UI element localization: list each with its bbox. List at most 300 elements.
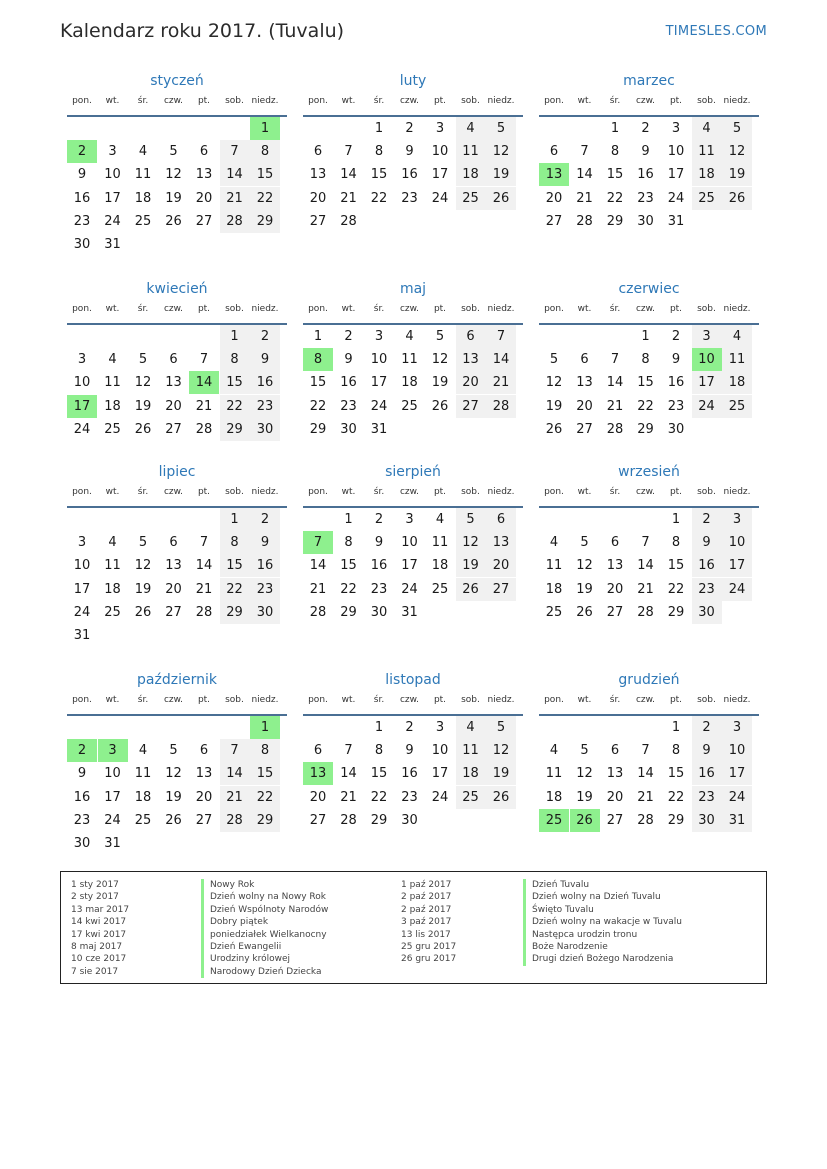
day-cell: 18 xyxy=(431,558,449,574)
day-cell: 15 xyxy=(226,375,243,391)
day-cell: 7 xyxy=(580,144,589,160)
day-cell: 26 xyxy=(134,604,152,620)
day-cell: 3 xyxy=(435,720,445,735)
weekday-label: niedz. xyxy=(251,695,279,705)
day-cell: 15 xyxy=(667,558,685,574)
day-cell: 11 xyxy=(104,558,121,574)
day-cell: 31 xyxy=(728,812,746,828)
day-cell: 17 xyxy=(728,766,746,782)
day-cell: 10 xyxy=(728,743,746,759)
day-cell: 8 xyxy=(260,144,270,160)
day-cell: 20 xyxy=(165,581,182,597)
day-cell: 5 xyxy=(496,720,506,735)
day-cell: 1 xyxy=(641,329,650,344)
day-cell: 25 xyxy=(104,421,121,437)
legend-holiday-name: poniedziałek Wielkanocny xyxy=(201,929,328,941)
legend-date: 26 gru 2017 xyxy=(401,954,457,965)
day-cell: 28 xyxy=(226,213,243,229)
day-cell: 21 xyxy=(195,581,213,597)
weekday-label: pon. xyxy=(544,96,564,106)
day-cell: 26 xyxy=(492,190,510,206)
weekday-label: pon. xyxy=(308,96,328,106)
day-cell: 21 xyxy=(226,789,243,805)
weekday-label: sob. xyxy=(697,304,716,314)
day-cell: 13 xyxy=(309,167,327,183)
day-cell: 12 xyxy=(492,144,510,160)
weekday-label: śr. xyxy=(137,96,149,106)
day-cell: 11 xyxy=(698,144,715,160)
day-cell: 23 xyxy=(698,581,715,597)
weekday-label: śr. xyxy=(137,695,149,705)
day-cell: 12 xyxy=(576,766,593,782)
day-cell: 2 xyxy=(260,512,270,527)
day-cell: 10 xyxy=(73,558,91,574)
day-cell: 9 xyxy=(77,766,87,782)
holiday-day: 13 xyxy=(539,163,569,186)
day-cell: 24 xyxy=(401,581,418,597)
day-cell: 21 xyxy=(576,190,593,206)
day-cell: 30 xyxy=(370,604,388,620)
day-cell: 18 xyxy=(401,375,418,391)
day-cell: 3 xyxy=(77,535,87,551)
weekday-label: czw. xyxy=(399,695,420,705)
day-cell: 4 xyxy=(549,535,559,551)
weekday-label: pon. xyxy=(308,304,328,314)
day-cell: 18 xyxy=(134,789,152,805)
legend-names-col-2 xyxy=(523,879,682,966)
day-cell: 12 xyxy=(134,375,152,391)
day-cell: 24 xyxy=(104,213,121,229)
day-cell: 18 xyxy=(698,167,715,183)
day-cell: 8 xyxy=(230,535,239,551)
day-cell: 24 xyxy=(431,789,449,805)
weekday-label: wt. xyxy=(577,487,592,497)
day-cell: 29 xyxy=(309,421,327,437)
day-cell: 19 xyxy=(462,558,479,574)
day-cell: 6 xyxy=(496,512,506,527)
day-cell: 27 xyxy=(462,398,479,414)
day-cell: 23 xyxy=(256,581,274,597)
weekday-label: śr. xyxy=(373,304,385,314)
day-cell: 22 xyxy=(370,789,388,805)
legend-date: 1 paź 2017 xyxy=(401,880,452,890)
day-cell: 22 xyxy=(370,190,388,206)
weekday-label: czw. xyxy=(635,487,656,497)
day-cell: 19 xyxy=(134,581,152,597)
legend-holiday-name: Dobry piątek xyxy=(201,916,328,928)
legend-holiday-name: Święto Tuvalu xyxy=(523,904,682,916)
day-cell: 1 xyxy=(374,121,384,136)
day-cell: 28 xyxy=(637,812,654,828)
day-cell: 28 xyxy=(340,812,357,828)
weekday-label: niedz. xyxy=(723,96,751,106)
weekday-label: pt. xyxy=(433,96,447,106)
day-cell: 16 xyxy=(370,558,388,574)
day-cell: 20 xyxy=(576,398,593,414)
day-cell: 30 xyxy=(256,604,274,620)
day-cell: 16 xyxy=(73,190,91,206)
day-cell: 13 xyxy=(195,766,213,782)
day-cell: 6 xyxy=(549,144,559,160)
day-cell: 11 xyxy=(462,743,479,759)
day-cell: 16 xyxy=(73,789,91,805)
day-cell: 6 xyxy=(466,329,475,344)
day-cell: 23 xyxy=(637,190,654,206)
day-cell: 31 xyxy=(401,604,418,620)
day-cell: 7 xyxy=(641,743,650,759)
day-cell: 5 xyxy=(138,535,148,551)
weekday-header xyxy=(67,96,287,110)
day-cell: 2 xyxy=(405,720,414,735)
day-cell: 28 xyxy=(637,604,654,620)
day-cell: 14 xyxy=(637,558,654,574)
weekday-header xyxy=(539,96,759,110)
weekday-header xyxy=(67,695,287,709)
weekday-header xyxy=(539,695,759,709)
brand-link[interactable]: TIMESLES.COM xyxy=(665,24,767,39)
weekday-label: pon. xyxy=(72,695,92,705)
day-cell: 10 xyxy=(431,743,449,759)
day-cell: 11 xyxy=(545,766,563,782)
day-cell: 14 xyxy=(606,375,624,391)
day-cell: 15 xyxy=(256,766,274,782)
day-cell: 7 xyxy=(496,329,506,344)
weekday-label: niedz. xyxy=(487,96,515,106)
day-cell: 27 xyxy=(309,213,327,229)
day-cell: 6 xyxy=(169,352,178,368)
month-name: kwiecień xyxy=(146,281,208,297)
day-cell: 3 xyxy=(702,329,711,344)
legend-date: 3 paź 2017 xyxy=(401,917,452,928)
day-cell: 20 xyxy=(195,190,213,206)
day-cell: 1 xyxy=(230,329,239,344)
day-cell: 12 xyxy=(165,167,182,183)
day-cell: 5 xyxy=(580,743,589,759)
day-cell: 8 xyxy=(344,535,353,551)
day-cell: 31 xyxy=(370,421,388,437)
day-cell: 18 xyxy=(462,167,479,183)
weekday-label: pon. xyxy=(308,487,328,497)
day-cell: 1 xyxy=(344,512,353,527)
day-cell: 19 xyxy=(165,789,182,805)
day-cell: 18 xyxy=(462,766,479,782)
weekday-label: sob. xyxy=(697,695,716,705)
day-cell: 24 xyxy=(370,398,388,414)
weekday-label: pon. xyxy=(308,695,328,705)
day-cell: 20 xyxy=(545,190,563,206)
day-cell: 11 xyxy=(134,766,152,782)
legend-date: 25 gru 2017 xyxy=(401,941,457,952)
day-cell: 7 xyxy=(344,743,353,759)
weekday-label: sob. xyxy=(225,487,244,497)
legend-holiday-name: Dzień Wspólnoty Narodów xyxy=(201,904,328,916)
weekday-label: sob. xyxy=(225,695,244,705)
day-cell: 17 xyxy=(104,789,121,805)
day-cell: 13 xyxy=(165,375,182,391)
day-cell: 19 xyxy=(134,398,152,414)
day-cell: 7 xyxy=(610,352,620,368)
day-cell: 28 xyxy=(606,421,624,437)
weekday-header xyxy=(303,695,523,709)
day-cell: 6 xyxy=(610,535,620,551)
day-cell: 13 xyxy=(606,558,624,574)
month-name: październik xyxy=(137,672,217,688)
day-cell: 25 xyxy=(728,398,746,414)
holiday-day: 17 xyxy=(67,395,97,418)
day-cell: 25 xyxy=(431,581,449,597)
day-cell: 5 xyxy=(138,352,148,368)
day-cell: 4 xyxy=(435,512,445,527)
legend-date: 13 lis 2017 xyxy=(401,929,451,940)
day-cell: 23 xyxy=(340,398,357,414)
day-cell: 12 xyxy=(576,558,593,574)
day-cell: 18 xyxy=(104,581,121,597)
day-cell: 9 xyxy=(405,144,414,160)
day-cell: 13 xyxy=(165,558,182,574)
legend-holiday-name: Narodowy Dzień Dziecka xyxy=(201,966,328,978)
weekday-label: czw. xyxy=(635,695,656,705)
day-cell: 8 xyxy=(671,743,681,759)
legend-date: 17 kwi 2017 xyxy=(71,929,127,940)
day-cell: 16 xyxy=(698,766,715,782)
day-cell: 19 xyxy=(431,375,449,391)
day-cell: 4 xyxy=(466,121,475,136)
day-cell: 24 xyxy=(728,789,746,805)
day-cell: 4 xyxy=(732,329,742,344)
day-cell: 19 xyxy=(576,789,593,805)
day-cell: 9 xyxy=(405,743,414,759)
day-cell: 14 xyxy=(637,766,654,782)
holiday-day: 25 xyxy=(539,809,569,832)
day-cell: 24 xyxy=(728,581,746,597)
weekday-label: pt. xyxy=(669,695,683,705)
weekday-label: pt. xyxy=(197,96,211,106)
day-cell: 14 xyxy=(226,766,243,782)
day-cell: 22 xyxy=(637,398,654,414)
day-cell: 24 xyxy=(104,812,121,828)
day-cell: 20 xyxy=(492,558,510,574)
day-cell: 15 xyxy=(606,167,624,183)
day-cell: 15 xyxy=(226,558,243,574)
holiday-day: 1 xyxy=(250,117,280,140)
weekday-label: niedz. xyxy=(723,304,751,314)
day-cell: 8 xyxy=(610,144,620,160)
day-cell: 29 xyxy=(226,604,243,620)
weekday-label: wt. xyxy=(577,96,592,106)
day-cell: 29 xyxy=(667,812,685,828)
weekday-label: sob. xyxy=(461,96,480,106)
legend-date: 7 sie 2017 xyxy=(71,966,119,977)
day-cell: 29 xyxy=(256,812,274,828)
day-cell: 14 xyxy=(576,167,593,183)
day-cell: 26 xyxy=(431,398,449,414)
day-cell: 5 xyxy=(549,352,559,368)
legend-date: 1 sty 2017 xyxy=(71,880,119,890)
day-cell: 9 xyxy=(77,167,87,183)
holiday-day: 10 xyxy=(692,348,722,371)
day-cell: 27 xyxy=(195,213,213,229)
day-cell: 31 xyxy=(104,836,121,851)
day-cell: 6 xyxy=(313,743,323,759)
day-cell: 11 xyxy=(134,167,152,183)
day-cell: 23 xyxy=(73,213,91,229)
weekday-label: śr. xyxy=(373,96,385,106)
day-cell: 30 xyxy=(73,836,91,851)
weekday-label: śr. xyxy=(137,304,149,314)
holiday-day: 1 xyxy=(250,716,280,739)
weekday-label: sob. xyxy=(225,304,244,314)
day-cell: 20 xyxy=(309,789,327,805)
weekday-label: sob. xyxy=(461,695,480,705)
day-cell: 25 xyxy=(134,812,152,828)
day-cell: 5 xyxy=(466,512,475,527)
day-cell: 19 xyxy=(492,766,510,782)
day-cell: 27 xyxy=(576,421,593,437)
day-cell: 13 xyxy=(462,352,479,368)
month-name: grudzień xyxy=(618,672,680,688)
weekday-label: sob. xyxy=(697,96,716,106)
day-cell: 15 xyxy=(309,375,327,391)
day-cell: 7 xyxy=(344,144,353,160)
month-name: czerwiec xyxy=(618,281,680,297)
day-cell: 30 xyxy=(698,812,715,828)
day-cell: 13 xyxy=(576,375,593,391)
day-cell: 25 xyxy=(545,604,563,620)
day-cell: 8 xyxy=(671,535,681,551)
weekday-label: niedz. xyxy=(487,695,515,705)
weekday-label: sob. xyxy=(225,96,244,106)
legend-holiday-name: Dzień wolny na Dzień Tuvalu xyxy=(523,891,682,903)
day-cell: 17 xyxy=(698,375,715,391)
weekday-label: czw. xyxy=(399,304,420,314)
day-cell: 26 xyxy=(576,604,593,620)
legend-names-col-1 xyxy=(201,879,328,978)
day-cell: 30 xyxy=(401,812,418,828)
day-cell: 13 xyxy=(606,766,624,782)
legend-holiday-name: Dzień Ewangelii xyxy=(201,941,328,953)
weekday-label: czw. xyxy=(399,487,420,497)
day-cell: 11 xyxy=(462,144,479,160)
weekday-label: niedz. xyxy=(251,304,279,314)
day-cell: 17 xyxy=(370,375,388,391)
day-cell: 19 xyxy=(545,398,563,414)
day-cell: 9 xyxy=(641,144,650,160)
day-cell: 26 xyxy=(728,190,746,206)
day-cell: 6 xyxy=(580,352,589,368)
day-cell: 22 xyxy=(606,190,624,206)
weekday-label: sob. xyxy=(461,487,480,497)
day-cell: 22 xyxy=(340,581,357,597)
day-cell: 18 xyxy=(104,398,121,414)
day-cell: 4 xyxy=(108,352,117,368)
day-cell: 29 xyxy=(340,604,357,620)
day-cell: 5 xyxy=(732,121,742,136)
day-cell: 11 xyxy=(401,352,418,368)
day-cell: 21 xyxy=(309,581,327,597)
weekday-label: pon. xyxy=(544,304,564,314)
day-cell: 22 xyxy=(256,789,274,805)
day-cell: 12 xyxy=(165,766,182,782)
day-cell: 2 xyxy=(702,512,711,527)
day-cell: 21 xyxy=(226,190,243,206)
day-cell: 4 xyxy=(549,743,559,759)
day-cell: 29 xyxy=(637,421,654,437)
day-cell: 15 xyxy=(370,766,388,782)
weekday-header xyxy=(539,304,759,318)
day-cell: 23 xyxy=(256,398,274,414)
holiday-day: 26 xyxy=(570,809,600,832)
legend-date: 8 maj 2017 xyxy=(71,941,123,952)
day-cell: 20 xyxy=(165,398,182,414)
day-cell: 1 xyxy=(671,512,681,527)
day-cell: 3 xyxy=(108,144,117,160)
day-cell: 13 xyxy=(492,535,510,551)
day-cell: 28 xyxy=(492,398,510,414)
day-cell: 27 xyxy=(545,213,563,229)
day-cell: 19 xyxy=(576,581,593,597)
month-name: listopad xyxy=(385,672,441,688)
day-cell: 10 xyxy=(73,375,91,391)
weekday-label: czw. xyxy=(635,304,656,314)
holiday-day: 7 xyxy=(303,531,333,554)
day-cell: 10 xyxy=(401,535,418,551)
day-cell: 14 xyxy=(340,167,357,183)
day-cell: 28 xyxy=(195,604,213,620)
day-cell: 23 xyxy=(73,812,91,828)
day-cell: 15 xyxy=(370,167,388,183)
weekday-header xyxy=(303,487,523,501)
day-cell: 20 xyxy=(606,581,624,597)
legend-date: 2 sty 2017 xyxy=(71,892,119,903)
day-cell: 21 xyxy=(340,789,357,805)
day-cell: 14 xyxy=(309,558,327,574)
day-cell: 2 xyxy=(374,512,384,527)
weekday-label: czw. xyxy=(163,695,184,705)
day-cell: 12 xyxy=(431,352,449,368)
month-name: marzec xyxy=(623,73,675,89)
day-cell: 18 xyxy=(545,581,563,597)
day-cell: 22 xyxy=(256,190,274,206)
day-cell: 17 xyxy=(431,167,449,183)
legend-holiday-name: Następca urodzin tronu xyxy=(523,929,682,941)
legend-date: 10 cze 2017 xyxy=(71,954,127,965)
weekday-header xyxy=(539,487,759,501)
day-cell: 14 xyxy=(226,167,243,183)
day-cell: 6 xyxy=(169,535,178,551)
day-cell: 17 xyxy=(667,167,685,183)
day-cell: 20 xyxy=(606,789,624,805)
day-cell: 4 xyxy=(466,720,475,735)
day-cell: 19 xyxy=(165,190,182,206)
day-cell: 4 xyxy=(108,535,117,551)
day-cell: 10 xyxy=(728,535,746,551)
day-cell: 28 xyxy=(195,421,213,437)
weekday-label: pon. xyxy=(72,96,92,106)
day-cell: 6 xyxy=(313,144,323,160)
day-cell: 4 xyxy=(138,144,148,160)
month-name: maj xyxy=(399,281,427,297)
day-cell: 14 xyxy=(340,766,357,782)
day-cell: 9 xyxy=(260,352,270,368)
day-cell: 9 xyxy=(260,535,270,551)
day-cell: 10 xyxy=(667,144,685,160)
day-cell: 26 xyxy=(165,213,182,229)
day-cell: 27 xyxy=(165,421,182,437)
holiday-day: 3 xyxy=(98,739,128,762)
weekday-label: sob. xyxy=(697,487,716,497)
day-cell: 27 xyxy=(195,812,213,828)
day-cell: 3 xyxy=(732,512,742,527)
